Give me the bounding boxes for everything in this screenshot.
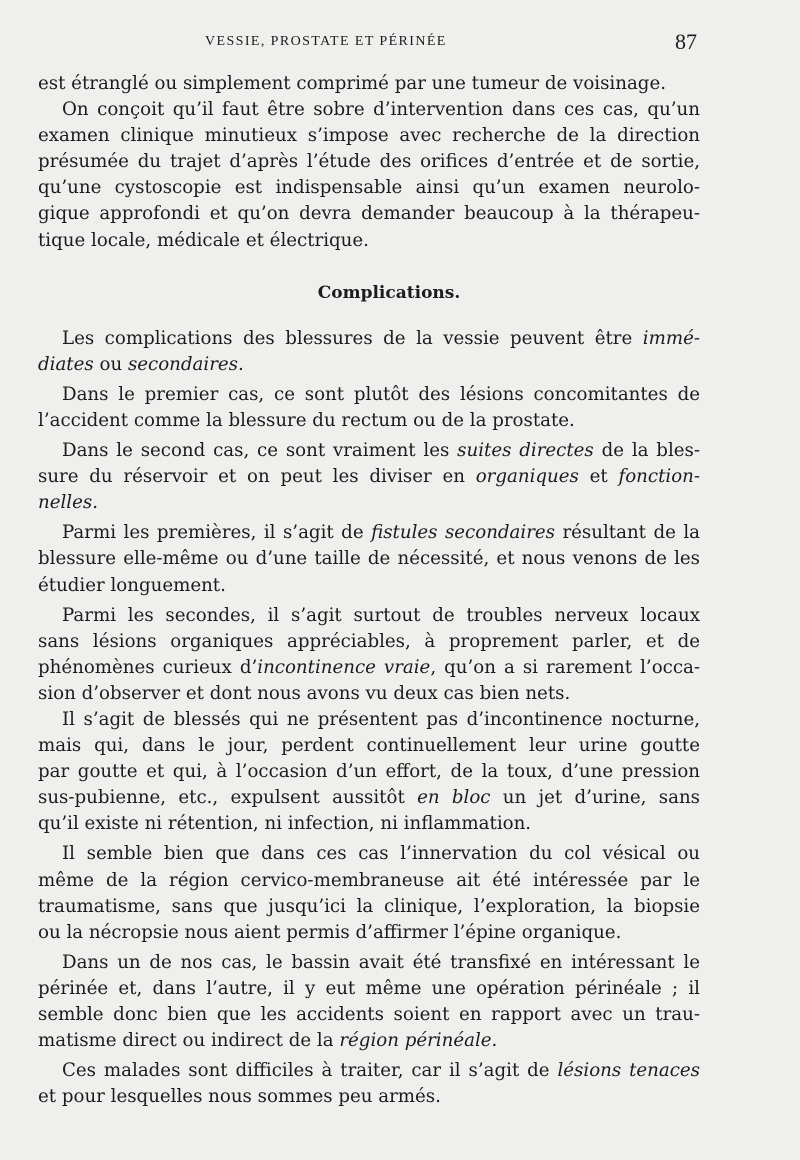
text-line: Dans un de nos cas, le bassin avait été transfixé en intéressant le — [62, 951, 700, 973]
text-line: sure du réservoir et on peut les diviser en organiques et fonction- — [38, 466, 700, 488]
text-line: qu’il existe ni rétention, ni infection, ni inflammation. — [38, 813, 532, 835]
running-title: VESSIE, PROSTATE ET PÉRINÉE — [205, 34, 447, 49]
text-line: nelles. — [38, 492, 98, 514]
body-text — [38, 71, 700, 1110]
text-line: Ces malades sont difficiles à traiter, car il s’agit de lésions tenaces — [62, 1060, 701, 1082]
text-line: ou la nécropsie nous aient permis d’affirmer l’épine organique. — [38, 921, 622, 943]
text-line: tique locale, médicale et électrique. — [38, 229, 369, 251]
text-line: diates ou secondaires. — [38, 353, 244, 375]
text-line: examen clinique minutieux s’impose avec recherche de la direction — [38, 125, 700, 147]
text-line: Il s’agit de blessés qui ne présentent pas d’incontinence nocturne, — [62, 708, 700, 730]
text-line: matisme direct ou indirect de la région périnéale. — [38, 1030, 498, 1052]
text-line: traumatisme, sans que jusqu’ici la clinique, l’exploration, la biopsie — [38, 895, 700, 917]
section-heading: Complications. — [317, 282, 461, 303]
text-line: et pour lesquelles nous sommes peu armés. — [38, 1086, 441, 1108]
running-header — [0, 29, 800, 58]
text-line: On conçoit qu’il faut être sobre d’intervention dans ces cas, qu’un — [62, 99, 700, 121]
text-line: Parmi les secondes, il s’agit surtout de troubles nerveux locaux — [62, 604, 700, 626]
text-line: Il semble bien que dans ces cas l’innervation du col vésical ou — [62, 843, 700, 865]
text-line: phénomènes curieux d’incontinence vraie, qu’on a si rarement l’occa- — [38, 656, 701, 678]
text-line: même de la région cervico-membraneuse ait été intéressée par le — [38, 869, 700, 891]
text-line: présumée du trajet d’après l’étude des orifices d’entrée et de sortie, — [38, 151, 700, 173]
page-number: 87 — [675, 29, 697, 54]
text-line: mais qui, dans le jour, perdent continuellement leur urine goutte — [38, 735, 700, 757]
text-line: semble donc bien que les accidents soient en rapport avec un trau- — [38, 1004, 700, 1025]
text-line: sus-pubienne, etc., expulsent aussitôt en bloc un jet d’urine, sans — [38, 787, 700, 809]
text-line: Parmi les premières, il s’agit de fistules secondaires résultant de la — [62, 522, 700, 544]
text-line: qu’une cystoscopie est indispensable ainsi qu’un examen neurolo- — [38, 177, 700, 199]
text-line: gique approfondi et qu’on devra demander beaucoup à la thérapeu- — [38, 203, 700, 225]
text-line: périnée et, dans l’autre, il y eut même une opération périnéale ; il — [38, 977, 700, 999]
text-line: blessure elle-même ou d’une taille de nécessité, et nous venons de les — [38, 548, 700, 570]
text-line: Dans le premier cas, ce sont plutôt des lésions concomitantes de — [62, 383, 700, 405]
text-line: est étranglé ou simplement comprimé par une tumeur de voisinage. — [38, 73, 666, 94]
text-line: sion d’observer et dont nous avons vu deux cas bien nets. — [38, 682, 571, 704]
text-line: étudier longuement. — [38, 574, 226, 596]
text-line: l’accident comme la blessure du rectum ou de la prostate. — [38, 409, 575, 431]
text-line: Dans le second cas, ce sont vraiment les suites directes de la bles- — [62, 440, 701, 462]
text-line: Les complications des blessures de la vessie peuvent être immé- — [62, 327, 700, 349]
text-line: sans lésions organiques appréciables, à proprement parler, et de — [38, 630, 700, 652]
text-line: par goutte et qui, à l’occasion d’un effort, de la toux, d’une pression — [38, 761, 700, 783]
